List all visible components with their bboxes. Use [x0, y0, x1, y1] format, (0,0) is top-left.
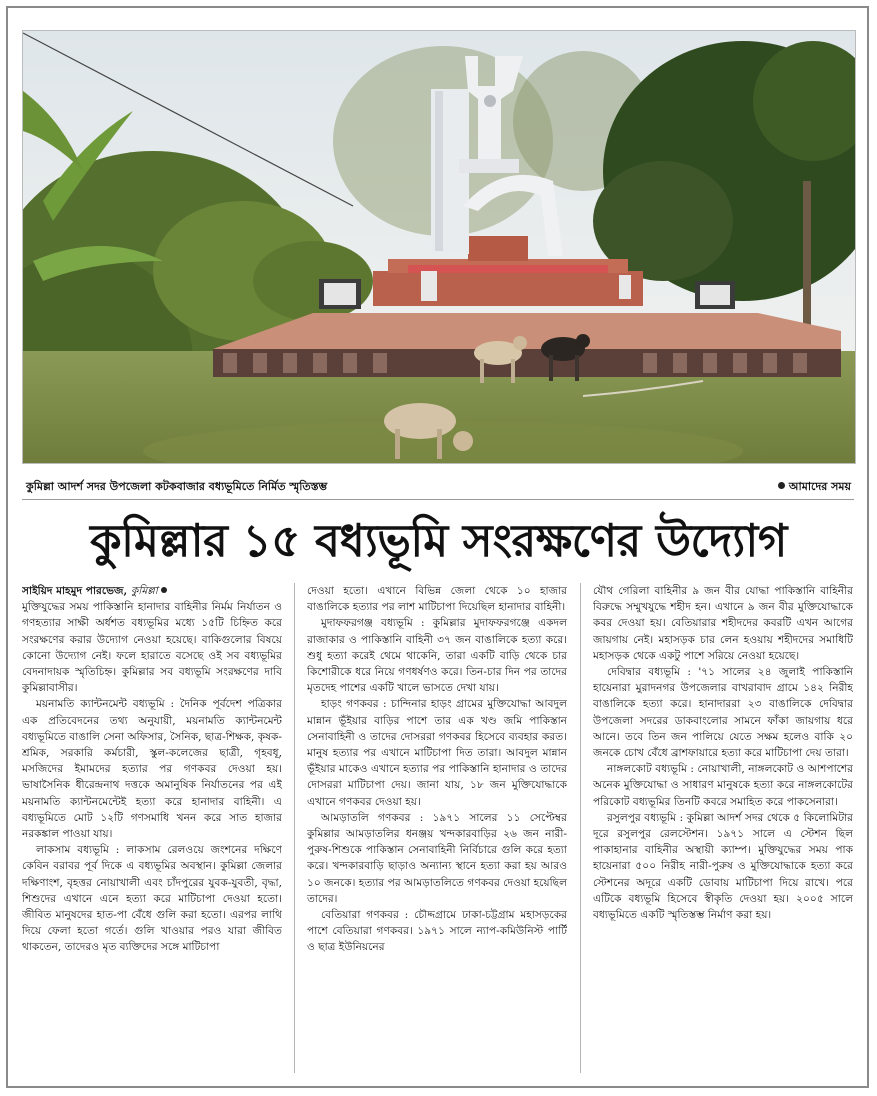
paragraph: বেতিয়ারা গণকবর : চৌদ্দগ্রামে ঢাকা-চট্টগ্রাম মহাসড়কের পাশে বেতিয়ারা গণকবর। ১৯৭১ সালে ন্যাপ-কমিউনিস্ট পার্টি ও ছাত্র ইউনিয়নের [307, 909, 567, 954]
column-2 [307, 583, 567, 1073]
paragraph: দেওয়া হতো। এখানে বিভিন্ন জেলা থেকে ১০ হাজার বাঙালিকে হত্যার পর লাশ মাটিচাপা দিয়েছিল হানাদার বাহিনী। [307, 585, 567, 614]
byline-author: সাইয়িদ মাহমুদ পারভেজ, [22, 585, 128, 597]
memorial-photo-icon [23, 31, 855, 463]
column-3 [593, 583, 853, 1073]
photo-credit [778, 478, 851, 497]
paragraph: লাকসাম বধ্যভূমি : লাকসাম রেলওয়ে জংশনের দক্ষিণে কেবিন বরাবর পূর্ব দিকে এ বধ্যভূমির অবস্থান। কুমিল্লা জেলার দক্ষিণাংশ, বৃহত্তর নোয়াখালী এবং চাঁদপুরের যুবক-যুবতী, বৃদ্ধা, শিশুদের এখানে এনে হত্যা করে মাটিচাপা দেওয়া হতো। জীবিত মানুষদের হাত-পা বেঁধে গুলি করা হতো। এরপর লাথি দিয়ে ফেলা হতো গর্তে। গুলি খাওয়ার পরও যারা জীবিত থাকতেন, তাদেরও মৃত ব্যক্তিদের সঙ্গে মাটিচাপা [22, 844, 282, 954]
paragraph: যৌথ গেরিলা বাহিনীর ৯ জন বীর যোদ্ধা পাকিস্তানি বাহিনীর বিরুদ্ধে সম্মুখযুদ্ধে শহীদ হন। এখানে ৯ জন বীর মুক্তিযোদ্ধাকে কবর দেওয়া হয়। বেতিয়ারার শহীদদের কবরটি এখন আগের জায়গায় নেই। মহাসড়ক চার লেন হওয়ায় শহীদদের সমাধিটি মহাসড়ক থেকে একটু পাশে সরিয়ে নেওয়া হয়েছে। [593, 585, 853, 662]
paragraph: আমড়াতলি গণকবর : ১৯৭১ সালের ১১ সেপ্টেম্বর কুমিল্লার আমড়াতলির ধনঞ্জয় খন্দকারবাড়ির ২৬ জন নারী-পুরুষ-শিশুকে পাকিস্তান সেনাবাহিনী নির্বিচারে গুলি করে হত্যা করে। খন্দকারবাড়ি ছাড়াও অন্যান্য স্থানে হত্যা করা হয় আরও ১০ জনকে। হত্যার পর আমড়াতলিতে গণকবর দেওয়া হয়েছিল তাদের। [307, 811, 567, 905]
photo-credit-text: আমাদের সময় [788, 480, 851, 493]
article-body [22, 583, 854, 1073]
article-headline: কুমিল্লার ১৫ বধ্যভূমি সংরক্ষণের উদ্যোগ [90, 514, 787, 567]
column-divider [294, 583, 295, 1073]
column-1 [22, 583, 282, 1073]
paragraph: রসুলপুর বধ্যভূমি : কুমিল্লা আদর্শ সদর থেকে ৫ কিলোমিটার দূরে রসুলপুর রেলস্টেশন। ১৯৭১ সালে এ স্টেশন ছিল পাকাহানার বাহিনীর অস্থায়ী ক্যাম্প। মুক্তিযুদ্ধের সময় পাক হায়েনারা ৫০০ নিরীহ নারী-পুরুষ ও মুক্তিযোদ্ধাকে হত্যা করে স্টেশনের অদূরে একটি ডোবায় মাটিচাপা দিয়ে রাখে। পরে এটিকে বধ্যভূমি হিসেবে স্বীকৃতি দেওয়া হয়। ২০০৫ সালে বধ্যভূমিতে একটি স্মৃতিস্তম্ভ নির্মাণ করা হয়। [593, 811, 853, 922]
paragraph: মুদাফফরগঞ্জ বধ্যভূমি : কুমিল্লার মুদাফফরগঞ্জে একদল রাজাকার ও পাকিস্তানি বাহিনী ৩৭ জন বাঙালিকে হত্যা করে। শুধু হত্যা করেই থেমে থাকেনি, তারা একটি বাড়ি থেকে চার কিশোরীকে ধরে নিয়ে গণধর্ষণও করে। তিন-চার দিন পর তাদের মৃতদেহ পাশের একটি খালে ভাসতে দেখা যায়। [307, 617, 567, 695]
memorial-photo [22, 30, 856, 464]
paragraph: নাঙ্গলকোট বধ্যভূমি : নোয়াখালী, নাঙ্গলকোট ও আশপাশের অনেক মুক্তিযোদ্ধা ও সাধারণ মানুষকে হত্যা করে নাঙ্গলকোটের পরিকোট বধ্যভূমির তিনটি কবরে সমাহিত করে পাকসেনারা। [593, 763, 853, 808]
byline-place: কুমিল্লা [130, 585, 158, 597]
paragraph: ময়নামতি ক্যান্টনমেন্ট বধ্যভূমি : দৈনিক পূর্বদেশ পত্রিকার এক প্রতিবেদনের তথ্য অনুযায়ী, ময়নামতি ক্যান্টনমেন্ট বধ্যভূমিতে বাঙালি সেনা অফিসার, সৈনিক, ছাত্র-শিক্ষক, কৃষক-শ্রমিক, সরকারি কর্মচারী, স্কুল-কলেজের ছাত্রী, গৃহবধূ, মসজিদের ইমামদের হত্যার পর গণকবর দেওয়া হয়। ভাষাসৈনিক ধীরেন্দ্রনাথ দত্তকে অমানুষিক নির্যাতনের পর এই ময়নামতি ক্যান্টনমেন্টেই হত্যা করে হানাদার বাহিনী। এ বধ্যভূমিতে মোট ১২টি গণসমাধি খনন করে সাত হাজার নরকঙ্কাল পাওয়া যায়। [22, 698, 282, 841]
column-divider [580, 583, 581, 1073]
caption-divider [22, 499, 854, 500]
photo-caption: কুমিল্লা আদর্শ সদর উপজেলা কটকবাজার বধ্যভূমিতে নির্মিত স্মৃতিস্তম্ভ [26, 480, 328, 493]
bullet-icon [778, 482, 785, 489]
paragraph: দেবিদ্বার বধ্যভূমি : '৭১ সালের ২৪ জুলাই পাকিস্তানি হায়েনারা মুরাদনগর উপজেলার বাখরাবাদ গ্রামে ১৪২ নিরীহ বাঙালিকে হত্যা করে। হানাদাররা ২৩ বাঙালিকে দেবিদ্বার উপজেলা সদরের ডাকবাংলোর সামনে ফাঁকা জায়গায় ধরে আনে। তবে তিন জন পালিয়ে যেতে সক্ষম হলেও বাকি ২০ জনকে চোখ বেঁধে ব্রাশফায়ারে হত্যা করে মাটিচাপা দেয় তারা। [593, 666, 853, 760]
bullet-icon [161, 587, 167, 593]
byline [22, 583, 282, 599]
paragraph: হাড়ং গণকবর : চান্দিনার হাড়ং গ্রামের মুক্তিযোদ্ধা আবদুল মান্নান ভূঁইয়ার বাড়ির পাশে তার এক খণ্ড জমি পাকিস্তান সেনাবাহিনী ও তাদের দোসররা গণকবর হিসেবে ব্যবহার করত। মানুষ হত্যার পর এখানে মাটিচাপা দিত তারা। আবদুল মান্নান ভূঁইয়ার মাকেও এখানে হত্যার পর পাকিস্তানি হানাদার ও তাদের দোসররা মাটিচাপা দেয়। জানা যায়, ১৮ জন মুক্তিযোদ্ধাকে এখানে গণকবর দেওয়া হয়। [307, 698, 567, 808]
paragraph: মুক্তিযুদ্ধের সময় পাকিস্তানি হানাদার বাহিনীর নির্মম নির্যাতন ও গণহত্যার সাক্ষী অর্ধশত বধ্যভূমির মধ্যে ১৫টি চিহ্নিত করে সংরক্ষণের করার উদ্যোগ নেওয়া হয়েছে। বাকিগুলোর বিষয়ে কোনো উদ্যোগ নেই। ফলে হারাতে বসেছে ওই সব বধ্যভূমির বেদনাদায়ক স্মৃতিচিহ্ন। কুমিল্লার সব বধ্যভূমি সংরক্ষণের দাবি কুমিল্লাবাসীর। [22, 601, 282, 695]
